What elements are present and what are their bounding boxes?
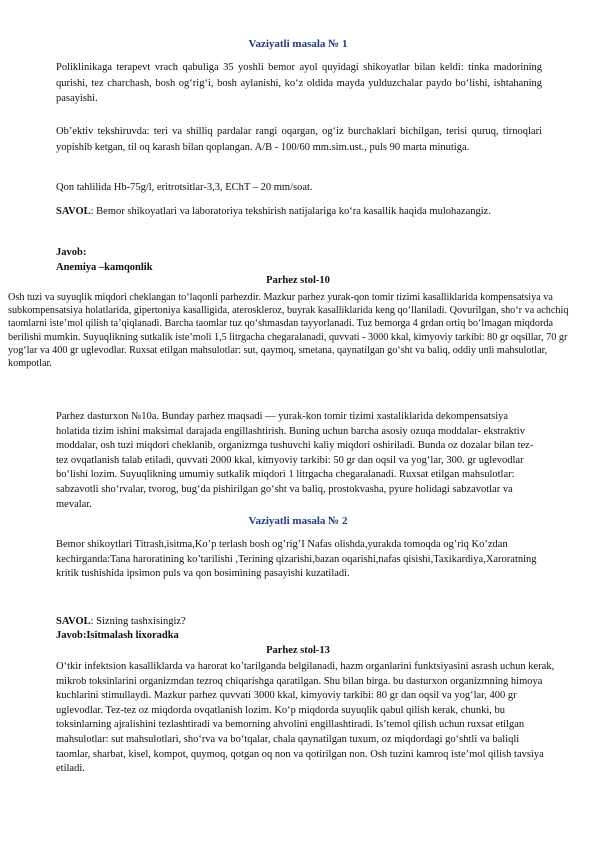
task1-blood: Qon tahlilida Hb-75g/l, eritrotsitlar-3,3, EChT – 20 mm/soat. xyxy=(56,182,313,193)
task2-diet-heading: Parhez stol-13 xyxy=(266,645,330,656)
task1-question-label: SAVOL xyxy=(56,206,91,217)
task1-diet-heading: Parhez stol-10 xyxy=(266,275,330,286)
task2-question-label: SAVOL xyxy=(56,616,91,627)
task1-diet-text-indented: Parhez dasturxon №10a. Bunday parhez maqsadi — yurak-kon tomir tizimi xastaliklarida dekompensatsiya holatida tizim ishini maksimal darajada engillashtirish. Buning uchun barcha asosiy ozuqa moddalar- ekstraktiv moddalar, osh tuzi miqdori cheklanib, organizmga tushuvchi kaliy miqdori oshiriladi. Bunda oz dozalar bilan tez-tez ovqatlanish talab etiladi, quvvati 2000 kkal, kimyoviy tarkibi: 50 gr dan oqsil va yog‘lar, 300. gr uglevodlar bo‘lishi lozim. Suyuqlikning umumiy sutkalik miqdori 1 litrgacha chegaralanadi. Ruxsat etilgan mahsulotlar: sabzavotli sho‘rvalar, tvorog, bug‘da pishirilgan go‘sht va baliq, prostokvasha, pyure holidagi sabzavotlar va mevalar. xyxy=(56,411,534,510)
task1-answer-label: Javob: xyxy=(56,247,87,258)
task2-question-text: : Sizning tashxisingiz? xyxy=(90,616,186,627)
task2-title: Vaziyatli masala № 2 xyxy=(248,515,348,527)
task2-diet-text: O‘tkir infektsion kasalliklarda va harorat ko’tarilganda belgilanadi, hazm organlarini funktsiyasini asrash uchun kerak, mikrob toksinlarini organizmdan tezroq chiqarishga qaratilgan. Shu bilan birga. bu dasturxon organizmning himoya kuchlarini stimullaydi. Mazkur parhez quvvati 3000 kkal, kimyoviy tarkibi: 80 gr dan oqsil va yog‘lar, 400 gr uglevodlar. Tez-tez oz miqdorda ovqatlanish lozim. Ko‘p miqdorda suyuqlik qabul qilish kerak, chunki, bu toksinlarning ajralishini tezlashtiradi va bemorning ahvolini engillashtiradi. Is’temol qilish uchun ruxsat etilgan mahsulotlar: sut mahsulotlari, sho‘rva va bo‘tqalar, chala qaynatilgan tuxum, oz miqdordagi go‘shtli va baliqli taomlar, sharbat, kisel, kompot, quymoq, qotgan oq non va qotirilgan non. Osh tuzini kamroq iste’mol qilish tavsiya etiladi. xyxy=(56,661,555,775)
task1-question-text: : Bemor shikoyatlari va laboratoriya tekshirish natijalariga ko‘ra kasallik haqida mulohazangiz. xyxy=(90,206,491,217)
task1-answer: Anemiya –kamqonlik xyxy=(56,262,153,273)
task1-title: Vaziyatli masala № 1 xyxy=(248,38,348,50)
task2-complaints: Bemor shikoytlari Titrash,isitma,Ko’p terlash bosh og’rig’I Nafas olishda,yurakda tomoqda og’riq Ko’zdan kechirganda:Tana haroratining ko’tarilishi ,Terining qizarishi,bazan oqarishi,nafas qisishi,Taxikardiya,Xaroratning kritik tushishida ipsimon puls va qon bosimining pasayishi kuzatiladi. xyxy=(56,539,537,580)
task1-exam: Ob’ektiv tekshiruvda: teri va shilliq pardalar rangi oqargan, og‘iz burchaklari bichilgan, terisi quruq, tirnoqlari yopishib ketgan, til oq karash bilan qoplangan. A/B - 100/60 mm.sim.ust., puls 90 marta minutiga. xyxy=(56,126,542,153)
task1-question xyxy=(56,204,542,220)
task2-answer: Javob:Isitmalash lixoradka xyxy=(56,630,179,641)
task1-complaints: Poliklinikaga terapevt vrach qabuliga 35 yoshli bemor ayol quyidagi shikoyatlar bilan keldi: tinka madorining qurishi, tez charchash, bosh og‘rig‘i, bosh aylanishi, ko‘z oldida mayda yulduzchalar paydo bo‘lishi, ishtahaning pasayishi. xyxy=(56,62,542,104)
task2-question xyxy=(56,614,566,629)
task1-diet-text-wide: Osh tuzi va suyuqlik miqdori cheklangan to‘laqonli parhezdir. Mazkur parhez yurak-qon tomir tizimi kasalliklarida kompensatsiya va subkompensatsiya holatlarida, gipertoniya kasalligida, ateroskleroz, buyrak kasalliklarida keng qo‘llaniladi. Qovurilgan, sho‘r va achchiq taomlarni iste’mol qilish ta’qiqlanadi. Barcha taomlar tuz qo‘shmasdan tayyorlanadi. Tuz bemorga 4 grdan ortiq bo‘lmagan miqdorda berilishi mumkin. Suyuqlikning sutkalik iste’moli 1,5 litrgacha chegaralanadi, quvvati - 3000 kkal, kimyoviy tarkibi: 80 gr oqsillar, 70 gr yog‘lar va 400 gr uglevodlar. Ruxsat etilgan mahsulotlar: sut, qaymoq, smetana, qaynatilgan go‘sht va baliq, oddiy unli mahsulotlar, kompotlar. xyxy=(8,292,569,370)
